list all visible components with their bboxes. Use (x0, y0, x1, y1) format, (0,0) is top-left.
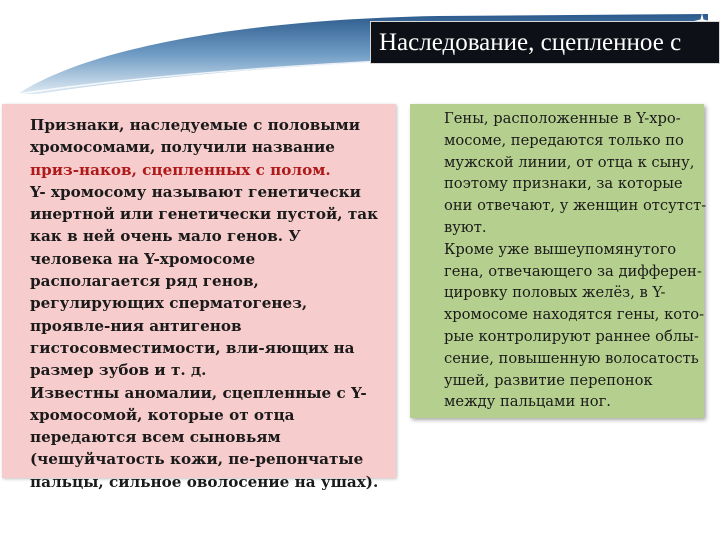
slide-title: Наследование, сцепленное с (370, 21, 720, 64)
left-paragraph-2: Y- хромосому называют генетически инертной или генетически пустой, так как в ней очень мало генов. У человека на Y-хромосоме располагается ряд генов, регулирующих сперматогенез, проявле-ния антигенов гистосовместимости, вли-яющих на размер зубов и т. д. (30, 182, 379, 380)
right-text (420, 108, 708, 413)
highlighted-term: приз-наков, сцепленных с полом. (30, 160, 331, 179)
right-paragraph-1: Гены, расположенные в Y-хро-мосоме, передаются только по мужской линии, от отца к сыну, поэтому признаки, за которые они отвечают, у женщин отсутст-вуют. (444, 110, 707, 236)
right-paragraph-2: Кроме уже вышеупомянутого гена, отвечающего за дифферен-цировку половых желёз, в Y-хромосоме находятся гены, кото-рые контролируют раннее облы-сение, повышенную волосатость ушей, развитие перепонок между пальцами ног. (444, 240, 705, 411)
left-paragraph-1-text: Признаки, наследуемые с половыми хромосомами, получили название (30, 116, 360, 157)
left-paragraph-1 (8, 114, 388, 181)
left-text-panel (2, 104, 396, 491)
left-paragraph-3: Известны аномалии, сцепленные с Y-хромосомой, которые от отца передаются всем сыновьям (чешуйчатость кожи, пе-репончатые пальцы, сильное оволосение на ушах). (30, 383, 379, 491)
